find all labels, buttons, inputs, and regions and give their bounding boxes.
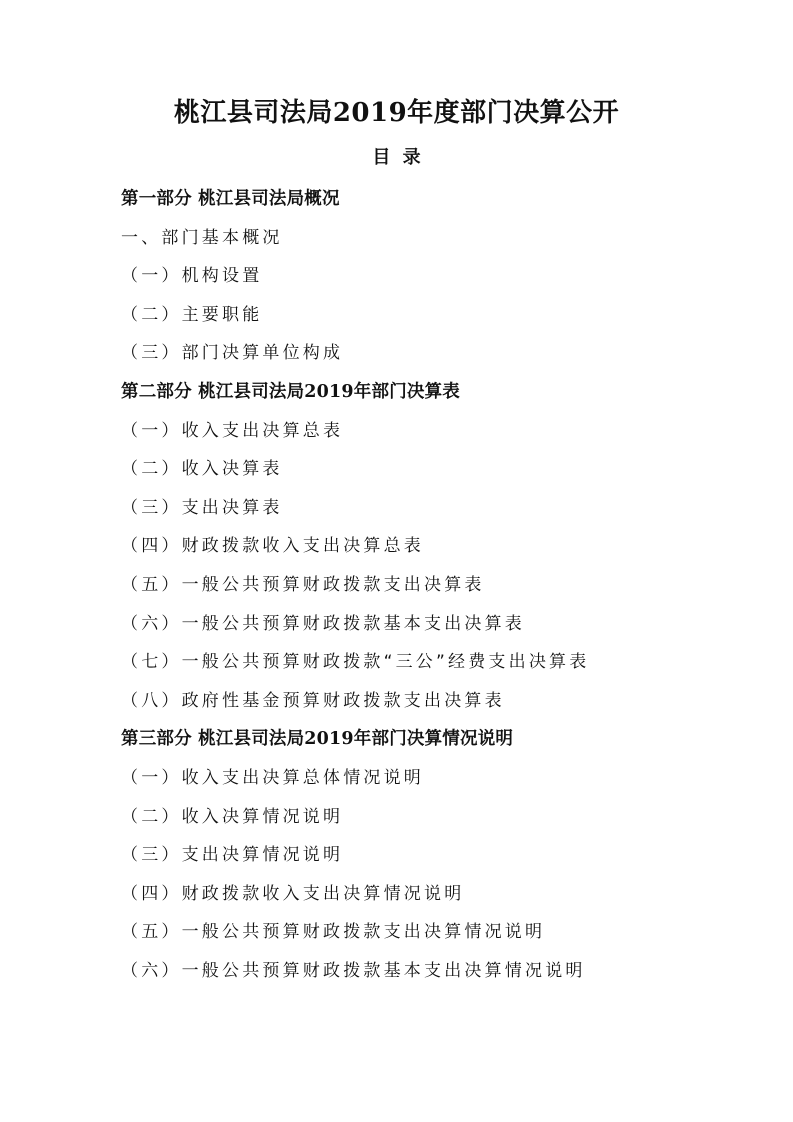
- toc-item: （一）机构设置: [121, 266, 263, 287]
- toc-item: （五）一般公共预算财政拨款支出决算表: [121, 574, 485, 595]
- toc-item: （二）主要职能: [121, 304, 263, 325]
- toc-section-basic-overview: 一、部门基本概况: [121, 227, 283, 248]
- toc-item: （一）收入支出决算总表: [121, 420, 344, 441]
- toc-item: （三）支出决算表: [121, 497, 283, 518]
- toc-item: （二）收入决算情况说明: [121, 806, 344, 827]
- toc-item: （五）一般公共预算财政拨款支出决算情况说明: [121, 922, 546, 943]
- toc-item: （三）部门决算单位构成: [121, 343, 344, 364]
- toc-part-1: 第一部分 桃江县司法局概况: [121, 189, 340, 209]
- toc-item: （六）一般公共预算财政拨款基本支出决算情况说明: [121, 960, 586, 981]
- document-title: 桃江县司法局2019年度部门决算公开: [173, 98, 620, 128]
- toc-part-3: 第三部分 桃江县司法局2019年部门决算情况说明: [121, 729, 514, 750]
- table-of-contents: [121, 180, 721, 990]
- toc-item: （一）收入支出决算总体情况说明: [121, 767, 424, 788]
- toc-item: （四）财政拨款收入支出决算总表: [121, 536, 424, 557]
- toc-item: （七）一般公共预算财政拨款“三公”经费支出决算表: [121, 652, 590, 673]
- toc-heading: 目 录: [372, 147, 421, 168]
- toc-item: （六）一般公共预算财政拨款基本支出决算表: [121, 613, 525, 634]
- toc-part-2: 第二部分 桃江县司法局2019年部门决算表: [121, 381, 460, 402]
- toc-item: （八）政府性基金预算财政拨款支出决算表: [121, 690, 505, 711]
- toc-item: （四）财政拨款收入支出决算情况说明: [121, 883, 465, 904]
- toc-item: （三）支出决算情况说明: [121, 845, 344, 866]
- toc-item: （二）收入决算表: [121, 459, 283, 480]
